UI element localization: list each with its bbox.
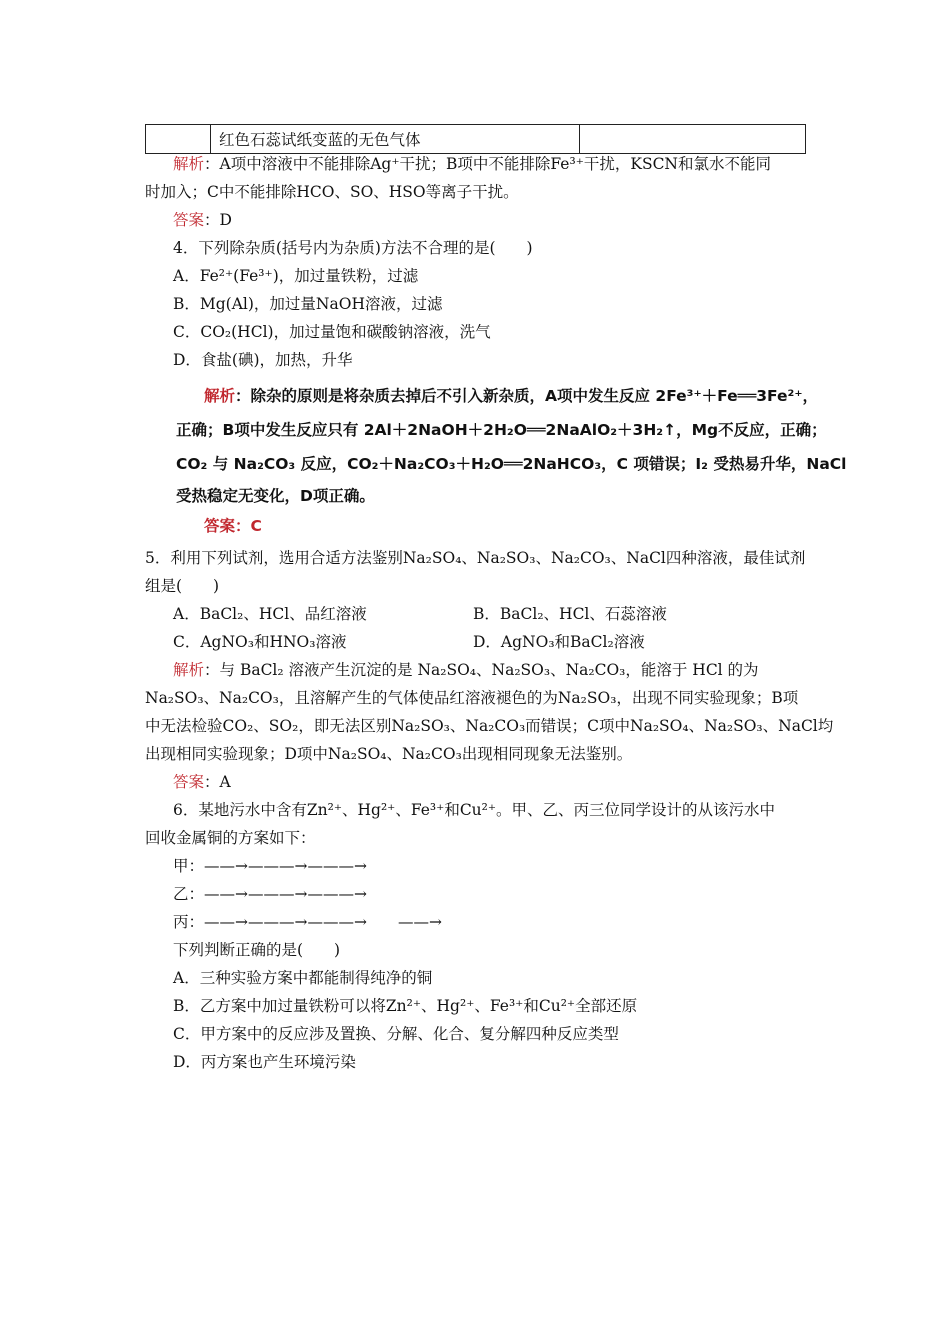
q3-analysis-line1 <box>173 154 771 174</box>
q5-answer <box>173 772 231 792</box>
q6-question: 下列判断正确的是( ) <box>173 941 341 959</box>
answer-label: 答案 <box>173 773 205 791</box>
q5-stem-line2: 组是( ) <box>145 577 220 595</box>
q4-analysis-line2: 正确；B项中发生反应只有 2Al＋2NaOH＋2H₂O══2NaAlO₂＋3H₂↑，Mg不反应，正确； <box>176 421 827 439</box>
analysis-text: ：与 BaCl₂ 溶液产生沉淀的是 Na₂SO₄、Na₂SO₃、Na₂CO₃，能溶于 HCl 的为 <box>204 661 759 679</box>
q5-stem-line1: 5．利用下列试剂，选用合适方法鉴别Na₂SO₄、Na₂SO₃、Na₂CO₃、NaCl四种溶液，最佳试剂 <box>145 549 806 567</box>
q5-option-c: C．AgNO₃和HNO₃溶液 <box>173 633 347 651</box>
q6-option-a: A．三种实验方案中都能制得纯净的铜 <box>173 969 433 987</box>
q6-scheme-bing: 丙：——→———→———→ ——→ <box>173 913 442 931</box>
table-row <box>146 125 806 154</box>
q6-option-d: D．丙方案也产生环境污染 <box>173 1053 356 1071</box>
answer-label: 答案 <box>204 517 236 535</box>
q5-option-b: B．BaCl₂、HCl、石蕊溶液 <box>473 605 667 623</box>
q4-option-d: D．食盐(碘)，加热，升华 <box>173 351 353 369</box>
q5-option-a: A．BaCl₂、HCl、品红溶液 <box>173 605 367 623</box>
q3-answer <box>173 210 232 230</box>
q5-analysis-line2: Na₂SO₃、Na₂CO₃，且溶解产生的气体使品红溶液褪色的为Na₂SO₃，出现不同实验现象；B项 <box>145 689 799 707</box>
q6-stem-line2: 回收金属铜的方案如下： <box>145 829 316 847</box>
q4-analysis-image <box>168 378 848 538</box>
q4-option-b: B．Mg(Al)，加过量NaOH溶液，过滤 <box>173 295 443 313</box>
answer-label: 答案 <box>173 211 205 229</box>
q5-analysis-line3: 中无法检验CO₂、SO₂，即无法区别Na₂SO₃、Na₂CO₃而错误；C项中Na₂SO₄、Na₂SO₃、NaCl均 <box>145 717 834 735</box>
q5-analysis-line1 <box>173 660 759 680</box>
q6-option-b: B．乙方案中加过量铁粉可以将Zn²⁺、Hg²⁺、Fe³⁺和Cu²⁺全部还原 <box>173 997 638 1015</box>
q5-option-d: D．AgNO₃和BaCl₂溶液 <box>473 633 645 651</box>
q6-stem-line1: 6．某地污水中含有Zn²⁺、Hg²⁺、Fe³⁺和Cu²⁺。甲、乙、丙三位同学设计的从该污水中 <box>173 801 776 819</box>
q4-analysis-line3: CO₂ 与 Na₂CO₃ 反应，CO₂＋Na₂CO₃＋H₂O══2NaHCO₃，C 项错误；I₂ 受热易升华，NaCl <box>176 455 847 473</box>
q4-analysis-line1 <box>204 386 818 406</box>
q4-answer <box>204 516 262 536</box>
analysis-label: 解析 <box>204 387 236 405</box>
q4-option-a: A．Fe²⁺(Fe³⁺)，加过量铁粉，过滤 <box>173 267 419 285</box>
q4-option-c: C．CO₂(HCl)，加过量饱和碳酸钠溶液，洗气 <box>173 323 491 341</box>
analysis-label: 解析 <box>173 661 205 679</box>
table-cell <box>146 125 211 154</box>
q3-analysis-line2: 时加入；C中不能排除HCO、SO、HSO等离子干扰。 <box>145 183 519 201</box>
analysis-label: 解析 <box>173 155 205 173</box>
answer-value: ：D <box>204 211 232 229</box>
q6-scheme-jia: 甲：——→———→———→ <box>173 857 367 875</box>
q6-scheme-yi: 乙：——→———→———→ <box>173 885 367 903</box>
q6-option-c: C．甲方案中的反应涉及置换、分解、化合、复分解四种反应类型 <box>173 1025 619 1043</box>
q4-analysis-line4: 受热稳定无变化，D项正确。 <box>176 487 375 505</box>
analysis-text: ：除杂的原则是将杂质去掉后不引入新杂质，A项中发生反应 2Fe³⁺＋Fe══3Fe²⁺， <box>235 387 819 405</box>
table-cell <box>580 125 806 154</box>
q4-stem: 4．下列除杂质(括号内为杂质)方法不合理的是( ) <box>173 239 533 257</box>
reagent-table <box>145 124 806 154</box>
analysis-text: ：A项中溶液中不能排除Ag⁺干扰；B项中不能排除Fe³⁺干扰，KSCN和氯水不能同 <box>204 155 771 173</box>
answer-value: ：C <box>235 517 262 535</box>
q5-analysis-line4: 出现相同实验现象；D项中Na₂SO₄、Na₂CO₃出现相同现象无法鉴别。 <box>145 745 633 763</box>
answer-value: ：A <box>204 773 231 791</box>
table-cell: 红色石蕊试纸变蓝的无色气体 <box>211 125 580 154</box>
